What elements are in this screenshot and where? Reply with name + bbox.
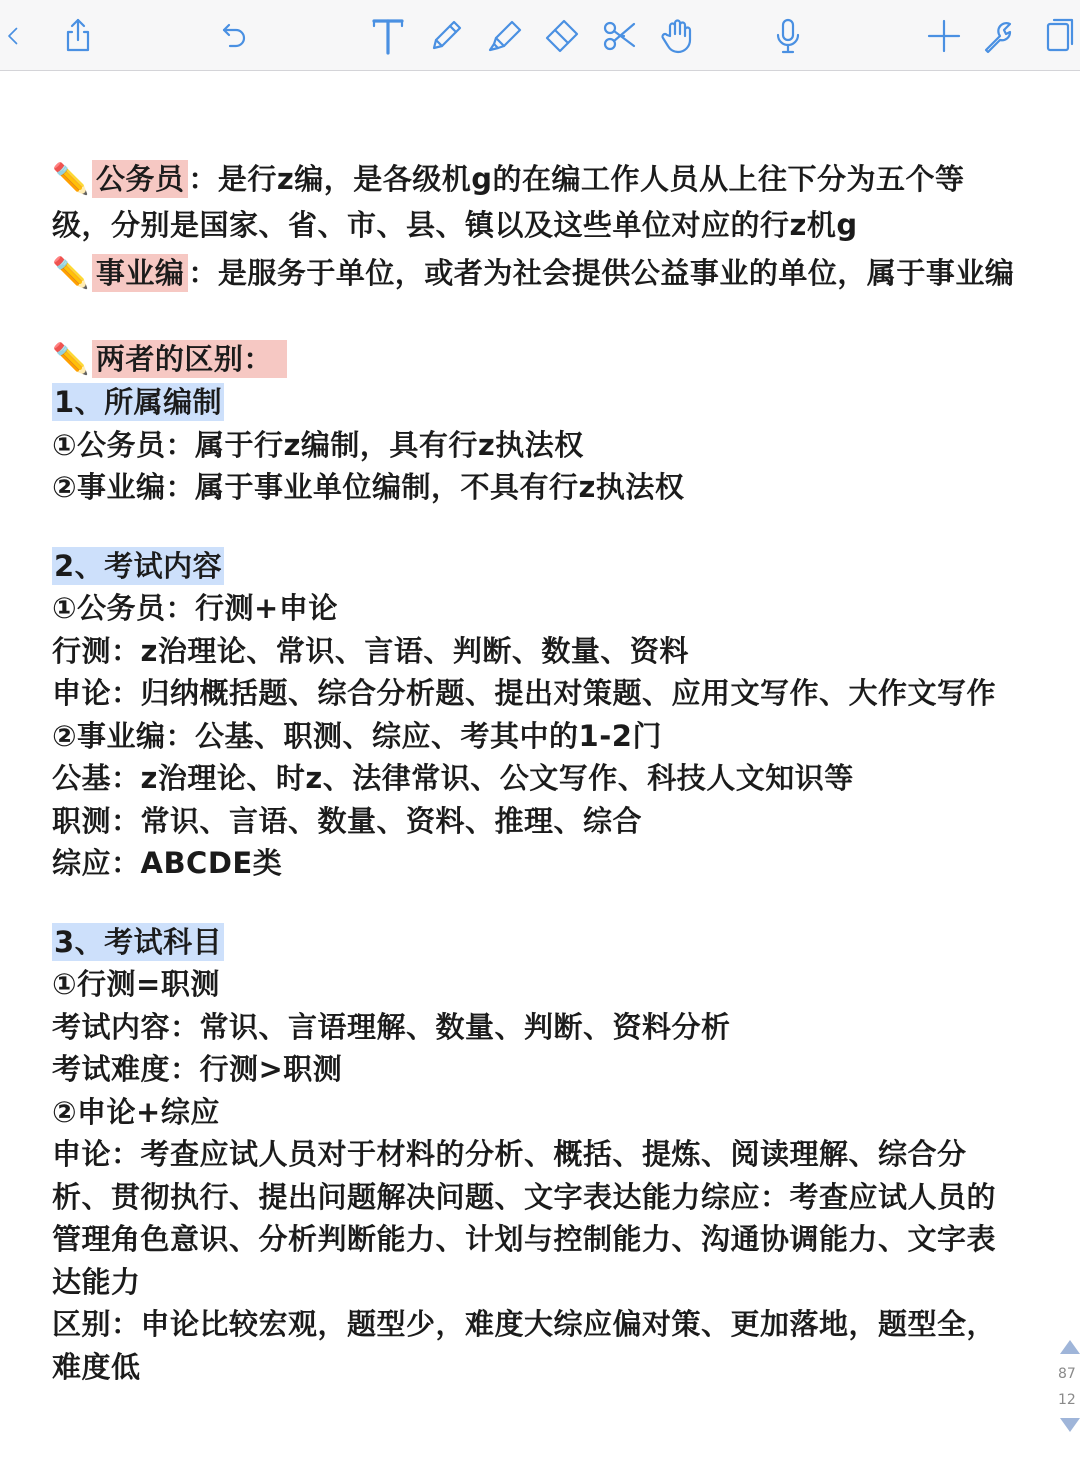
hand-icon[interactable] bbox=[656, 14, 700, 58]
section-3-paragraph-line: 达能力 bbox=[52, 1264, 141, 1299]
back-chevron-icon[interactable] bbox=[0, 14, 30, 58]
definition-institution: ✏️ 事业编 ：是服务于单位，或者为社会提供公益事业的单位，属于事业编 bbox=[52, 256, 1015, 291]
section-2-line: 职测：常识、言语、数量、资料、推理、综合 bbox=[52, 803, 643, 838]
section-3-title: 3、考试科目 bbox=[54, 924, 223, 959]
section-3-paragraph-line: 申论：考查应试人员对于材料的分析、概括、提炼、阅读理解、综合分 bbox=[52, 1137, 967, 1171]
section-3-line: ②申论+综应 bbox=[52, 1094, 220, 1129]
share-icon[interactable] bbox=[56, 14, 100, 58]
section-3-line: ①行测=职测 bbox=[52, 967, 220, 1001]
text-tool-icon[interactable] bbox=[366, 14, 410, 58]
section-1-heading bbox=[52, 381, 1042, 424]
highlighter-icon[interactable] bbox=[482, 14, 526, 58]
microphone-icon[interactable] bbox=[766, 14, 810, 58]
current-page-number: 87 bbox=[1058, 1366, 1076, 1382]
difference-heading bbox=[52, 338, 1042, 382]
page-up-icon[interactable] bbox=[1060, 1340, 1080, 1354]
section-3-paragraph-line: 区别：申论比较宏观，题型少，难度大综应偏对策、更加落地，题型全， bbox=[52, 1307, 997, 1341]
section-1-title: 1、所属编制 bbox=[54, 385, 223, 419]
section-3-paragraph-line: 管理角色意识、分析判断能力、计划与控制能力、沟通协调能力、文字表 bbox=[52, 1222, 997, 1256]
section-2-line: ②事业编：公基、职测、综应、考其中的1-2门 bbox=[52, 718, 662, 753]
add-icon[interactable] bbox=[922, 14, 966, 58]
section-1-line: ②事业编：属于事业单位编制，不具有行z执法权 bbox=[52, 470, 685, 504]
pencil-icon: ✏️ bbox=[52, 162, 90, 197]
undo-icon[interactable] bbox=[210, 14, 254, 58]
section-3-paragraph-line: 析、贯彻执行、提出问题解决问题、文字表达能力综应：考查应试人员的 bbox=[52, 1179, 997, 1214]
definition-civil-servant-cont: 级，分别是国家、省、市、县、镇以及这些单位对应的行z机g bbox=[52, 207, 858, 242]
scissors-icon[interactable] bbox=[598, 14, 642, 58]
section-2-line: 行测：z治理论、常识、言语、判断、数量、资料 bbox=[52, 633, 689, 668]
section-3-line: 考试内容：常识、言语理解、数量、判断、资料分析 bbox=[52, 1009, 731, 1044]
section-3-heading bbox=[52, 921, 1042, 964]
difference-title: 两者的区别： bbox=[92, 340, 287, 378]
section-3-line: 考试难度：行测>职测 bbox=[52, 1052, 343, 1086]
section-3-paragraph-line: 难度低 bbox=[52, 1349, 141, 1384]
section-2-heading bbox=[52, 545, 1042, 588]
section-2-title: 2、考试内容 bbox=[54, 548, 223, 583]
definition-civil-servant: ✏️ 公务员 ：是行z编，是各级机g的在编工作人员从上往下分为五个等 bbox=[52, 162, 965, 197]
eraser-icon[interactable] bbox=[540, 14, 584, 58]
section-2-line: 综应：ABCDE类 bbox=[52, 846, 283, 880]
civil-servant-label: 公务员 bbox=[92, 160, 189, 198]
settings-wrench-icon[interactable] bbox=[976, 14, 1020, 58]
total-page-number: 12 bbox=[1058, 1392, 1076, 1408]
section-2-line: 申论：归纳概括题、综合分析题、提出对策题、应用文写作、大作文写作 bbox=[52, 676, 997, 710]
page-scroller[interactable] bbox=[1056, 1336, 1080, 1436]
toolbar bbox=[0, 0, 1080, 71]
section-2-line: ①公务员：行测+申论 bbox=[52, 591, 338, 625]
pages-icon[interactable] bbox=[1036, 14, 1080, 58]
section-1-line: ①公务员：属于行z编制，具有行z执法权 bbox=[52, 427, 584, 462]
page-down-icon[interactable] bbox=[1060, 1418, 1080, 1432]
pencil-icon: ✏️ bbox=[52, 256, 90, 291]
section-2-line: 公基：z治理论、时z、法律常识、公文写作、科技人文知识等 bbox=[52, 761, 854, 795]
institution-label: 事业编 bbox=[92, 254, 189, 292]
pen-icon[interactable] bbox=[424, 14, 468, 58]
note-content[interactable] bbox=[52, 158, 1042, 1388]
pencil-icon: ✏️ bbox=[52, 341, 90, 377]
